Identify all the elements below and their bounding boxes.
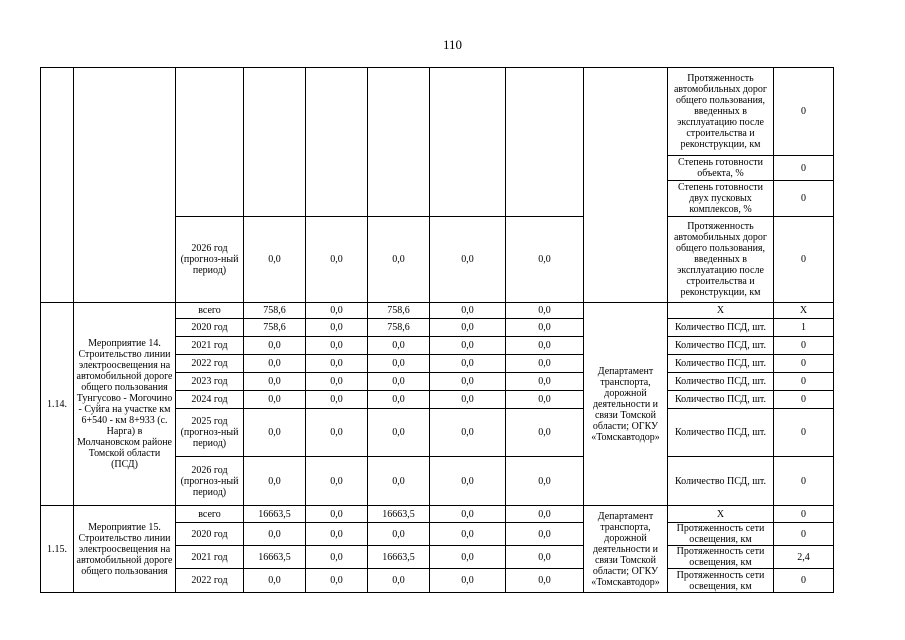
value-cell: 0,0	[368, 391, 430, 409]
year-cell: 2020 год	[176, 523, 244, 546]
value-cell: 0,0	[506, 217, 584, 303]
indicator-value: Х	[774, 303, 834, 319]
indicator-cell: Количество ПСД, шт.	[668, 319, 774, 337]
measure-title: Мероприятие 15. Строительство линии электроосвещения на автомобильной дороге общего пользования	[74, 506, 176, 593]
value-cell: 758,6	[244, 319, 306, 337]
value-cell: 16663,5	[244, 546, 306, 569]
value-cell: 0,0	[306, 506, 368, 523]
measure-executor: Департамент транспорта, дорожной деятельности и связи Томской области; ОГКУ «Томскавтодор»	[584, 303, 668, 506]
value-cell: 0,0	[430, 373, 506, 391]
year-cell: 2024 год	[176, 391, 244, 409]
year-cell: 2022 год	[176, 569, 244, 593]
year-cell	[176, 68, 244, 217]
value-cell: 0,0	[506, 391, 584, 409]
year-cell: 2020 год	[176, 319, 244, 337]
value-cell: 0,0	[430, 409, 506, 457]
program-table	[40, 67, 834, 593]
value-cell: 0,0	[368, 373, 430, 391]
value-cell: 16663,5	[244, 506, 306, 523]
value-cell: 0,0	[306, 355, 368, 373]
indicator-cell: Х	[668, 506, 774, 523]
indicator-value: 0	[774, 337, 834, 355]
year-cell: всего	[176, 506, 244, 523]
value-cell: 0,0	[306, 217, 368, 303]
value-cell: 0,0	[430, 303, 506, 319]
indicator-cell: Количество ПСД, шт.	[668, 337, 774, 355]
value-cell: 0,0	[430, 217, 506, 303]
value-cell: 758,6	[244, 303, 306, 319]
value-cell: 0,0	[306, 409, 368, 457]
value-cell: 0,0	[244, 337, 306, 355]
indicator-value: 0	[774, 506, 834, 523]
value-cell: 0,0	[506, 523, 584, 546]
indicator-cell: Протяженность сети освещения, км	[668, 569, 774, 593]
value-cell: 0,0	[244, 373, 306, 391]
value-cell: 0,0	[506, 373, 584, 391]
value-cell: 0,0	[506, 506, 584, 523]
value-cell: 0,0	[306, 337, 368, 355]
year-cell: 2023 год	[176, 373, 244, 391]
value-cell: 0,0	[430, 391, 506, 409]
indicator-value: 0	[774, 355, 834, 373]
page-number: 110	[442, 37, 463, 52]
value-cell: 0,0	[368, 569, 430, 593]
year-cell: всего	[176, 303, 244, 319]
indicator-cell: Количество ПСД, шт.	[668, 409, 774, 457]
measure-number: 1.14.	[41, 303, 74, 506]
value-cell: 758,6	[368, 319, 430, 337]
value-cell: 0,0	[430, 337, 506, 355]
executor-cell	[584, 68, 668, 303]
value-cell: 0,0	[506, 303, 584, 319]
value-cell: 0,0	[306, 569, 368, 593]
year-cell: 2026 год (прогноз-ный период)	[176, 457, 244, 506]
value-cell: 16663,5	[368, 506, 430, 523]
table-row	[41, 506, 834, 523]
value-cell: 0,0	[244, 409, 306, 457]
value-cell: 0,0	[244, 569, 306, 593]
value-cell: 0,0	[306, 303, 368, 319]
value-cell: 0,0	[506, 569, 584, 593]
indicator-cell: Количество ПСД, шт.	[668, 457, 774, 506]
indicator-cell: Протяженность автомобильных дорог общего пользования, введенных в эксплуатацию после строительства и реконструкции, км	[668, 68, 774, 156]
value-cell: 0,0	[368, 409, 430, 457]
value-cell: 0,0	[306, 457, 368, 506]
year-cell: 2025 год (прогноз-ный период)	[176, 409, 244, 457]
indicator-value: 2,4	[774, 546, 834, 569]
indicator-value: 0	[774, 569, 834, 593]
value-cell: 758,6	[368, 303, 430, 319]
value-cell: 0,0	[506, 319, 584, 337]
indicator-value: 0	[774, 217, 834, 303]
indicator-cell: Протяженность сети освещения, км	[668, 546, 774, 569]
value-cell: 0,0	[244, 523, 306, 546]
indicator-cell: Степень готовности объекта, %	[668, 156, 774, 181]
table-row	[41, 303, 834, 319]
table-row	[41, 68, 834, 156]
value-cell: 0,0	[430, 569, 506, 593]
indicator-cell: Степень готовности двух пусковых комплексов, %	[668, 181, 774, 217]
indicator-value: 1	[774, 319, 834, 337]
year-cell: 2021 год	[176, 546, 244, 569]
indicator-cell: Протяженность сети освещения, км	[668, 523, 774, 546]
indicator-value: 0	[774, 457, 834, 506]
indicator-cell: Количество ПСД, шт.	[668, 391, 774, 409]
value-cell: 0,0	[430, 546, 506, 569]
value-cell: 0,0	[430, 506, 506, 523]
indicator-value: 0	[774, 156, 834, 181]
title-cell	[74, 68, 176, 303]
value-cell: 0,0	[244, 391, 306, 409]
number-cell	[41, 68, 74, 303]
measure-title: Мероприятие 14. Строительство линии электроосвещения на автомобильной дороге общего пользования Тунгусово - Могочино - Суйга на участке км 6+540 - км 8+933 (с. Нарга) в Молчановском районе Томской области (ПСД)	[74, 303, 176, 506]
value-cell: 0,0	[244, 217, 306, 303]
value-cell: 0,0	[368, 523, 430, 546]
value-cell: 0,0	[306, 391, 368, 409]
value-cell: 0,0	[506, 409, 584, 457]
indicator-value: 0	[774, 68, 834, 156]
value-cell: 0,0	[244, 355, 306, 373]
indicator-cell: Количество ПСД, шт.	[668, 355, 774, 373]
indicator-cell: Количество ПСД, шт.	[668, 373, 774, 391]
value-cell: 0,0	[306, 373, 368, 391]
year-cell: 2021 год	[176, 337, 244, 355]
indicator-value: 0	[774, 373, 834, 391]
value-cell: 0,0	[306, 546, 368, 569]
value-cell: 0,0	[430, 355, 506, 373]
measure-number: 1.15.	[41, 506, 74, 593]
indicator-value: 0	[774, 391, 834, 409]
value-cell: 16663,5	[368, 546, 430, 569]
value-cell: 0,0	[368, 337, 430, 355]
value-cell: 0,0	[506, 546, 584, 569]
indicator-value: 0	[774, 181, 834, 217]
value-cell: 0,0	[368, 217, 430, 303]
value-cell: 0,0	[244, 457, 306, 506]
value-cell: 0,0	[430, 523, 506, 546]
value-cell: 0,0	[506, 337, 584, 355]
value-cell: 0,0	[506, 355, 584, 373]
indicator-cell: Протяженность автомобильных дорог общего пользования, введенных в эксплуатацию после строительства и реконструкции, км	[668, 217, 774, 303]
indicator-cell: Х	[668, 303, 774, 319]
value-cell: 0,0	[506, 457, 584, 506]
value-cell: 0,0	[306, 523, 368, 546]
indicator-value: 0	[774, 409, 834, 457]
value-cell: 0,0	[368, 457, 430, 506]
value-cell: 0,0	[430, 457, 506, 506]
value-cell: 0,0	[430, 319, 506, 337]
indicator-value: 0	[774, 523, 834, 546]
value-cell: 0,0	[368, 355, 430, 373]
year-cell: 2022 год	[176, 355, 244, 373]
year-cell: 2026 год (прогноз-ный период)	[176, 217, 244, 303]
value-cell: 0,0	[306, 319, 368, 337]
measure-executor: Департамент транспорта, дорожной деятельности и связи Томской области; ОГКУ «Томскавтодор»	[584, 506, 668, 593]
